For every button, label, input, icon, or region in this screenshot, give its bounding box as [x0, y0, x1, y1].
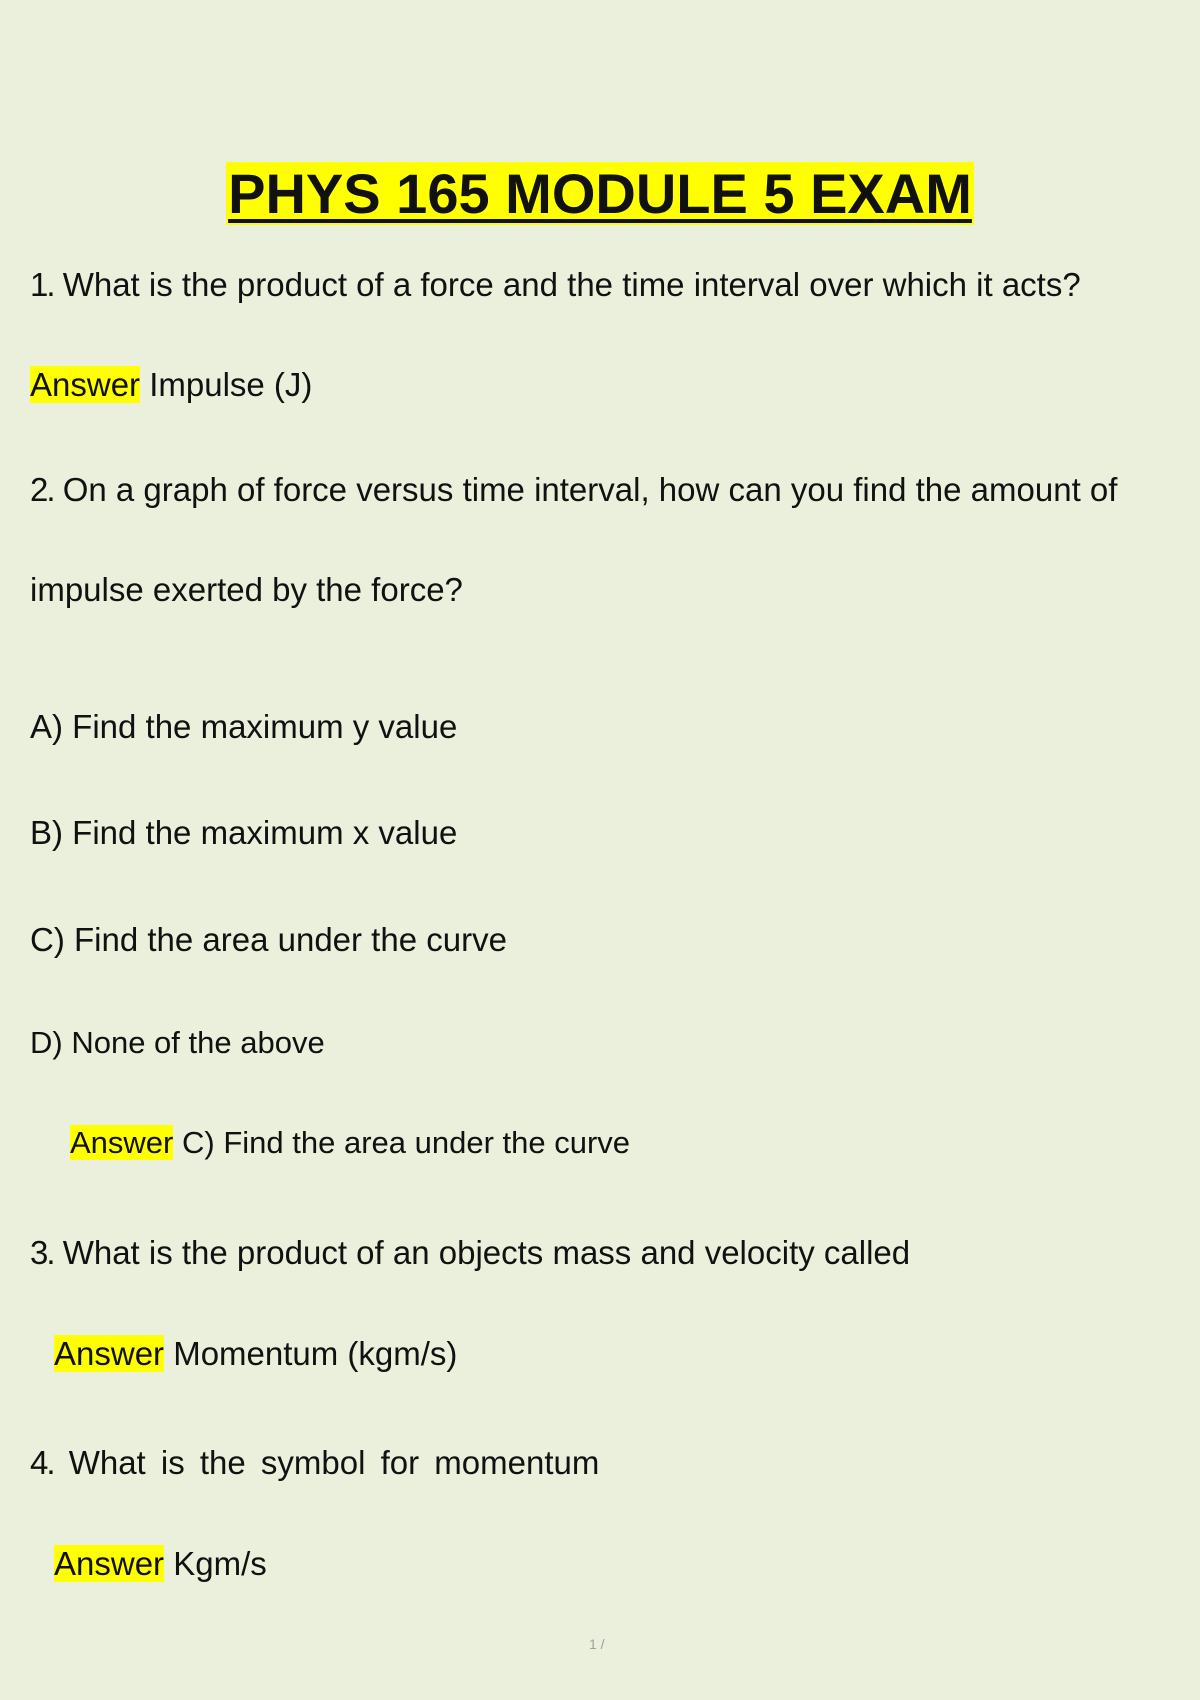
answer-4 — [54, 1542, 267, 1586]
exam-title — [0, 158, 1200, 230]
option-text: A) Find the maximum y value — [30, 708, 458, 745]
option-text: C) Find the area under the curve — [30, 921, 507, 958]
question-text-line-1: On a graph of force versus time interval, how can you find the amount of — [62, 471, 1118, 508]
answer-label: Answer — [54, 1335, 165, 1372]
question-number: 3. — [30, 1234, 54, 1271]
option-b — [30, 811, 457, 855]
question-2-line-2 — [30, 568, 463, 612]
question-number: 1. — [30, 266, 54, 303]
option-text: B) Find the maximum x value — [30, 814, 458, 851]
answer-label: Answer — [30, 366, 141, 403]
page-number: 1 / — [589, 1636, 605, 1652]
question-text: What is the product of a force and the time interval over which it acts? — [62, 266, 1081, 303]
answer-2 — [70, 1121, 630, 1165]
option-d — [30, 1021, 325, 1065]
answer-text: Momentum (kgm/s) — [173, 1335, 458, 1372]
exam-title-text: PHYS 165 MODULE 5 EXAM — [228, 162, 972, 225]
question-text: What is the product of an objects mass and velocity called — [62, 1234, 911, 1271]
answer-text: Impulse (J) — [149, 366, 313, 403]
question-text-line-2: impulse exerted by the force? — [30, 571, 463, 608]
answer-label: Answer — [54, 1545, 165, 1582]
answer-text: C) Find the area under the curve — [182, 1125, 631, 1160]
answer-text: Kgm/s — [173, 1545, 267, 1582]
question-4 — [30, 1441, 599, 1485]
question-number: 4. — [30, 1444, 54, 1481]
answer-1 — [30, 363, 312, 407]
question-number: 2. — [30, 471, 54, 508]
question-2 — [30, 468, 1117, 512]
answer-label: Answer — [70, 1125, 174, 1160]
question-text: What is the symbol for momentum — [68, 1444, 600, 1481]
answer-3 — [54, 1332, 457, 1376]
option-a — [30, 705, 457, 749]
option-c — [30, 918, 507, 962]
question-1 — [30, 263, 1081, 307]
question-3 — [30, 1231, 910, 1275]
option-text: D) None of the above — [30, 1025, 325, 1060]
